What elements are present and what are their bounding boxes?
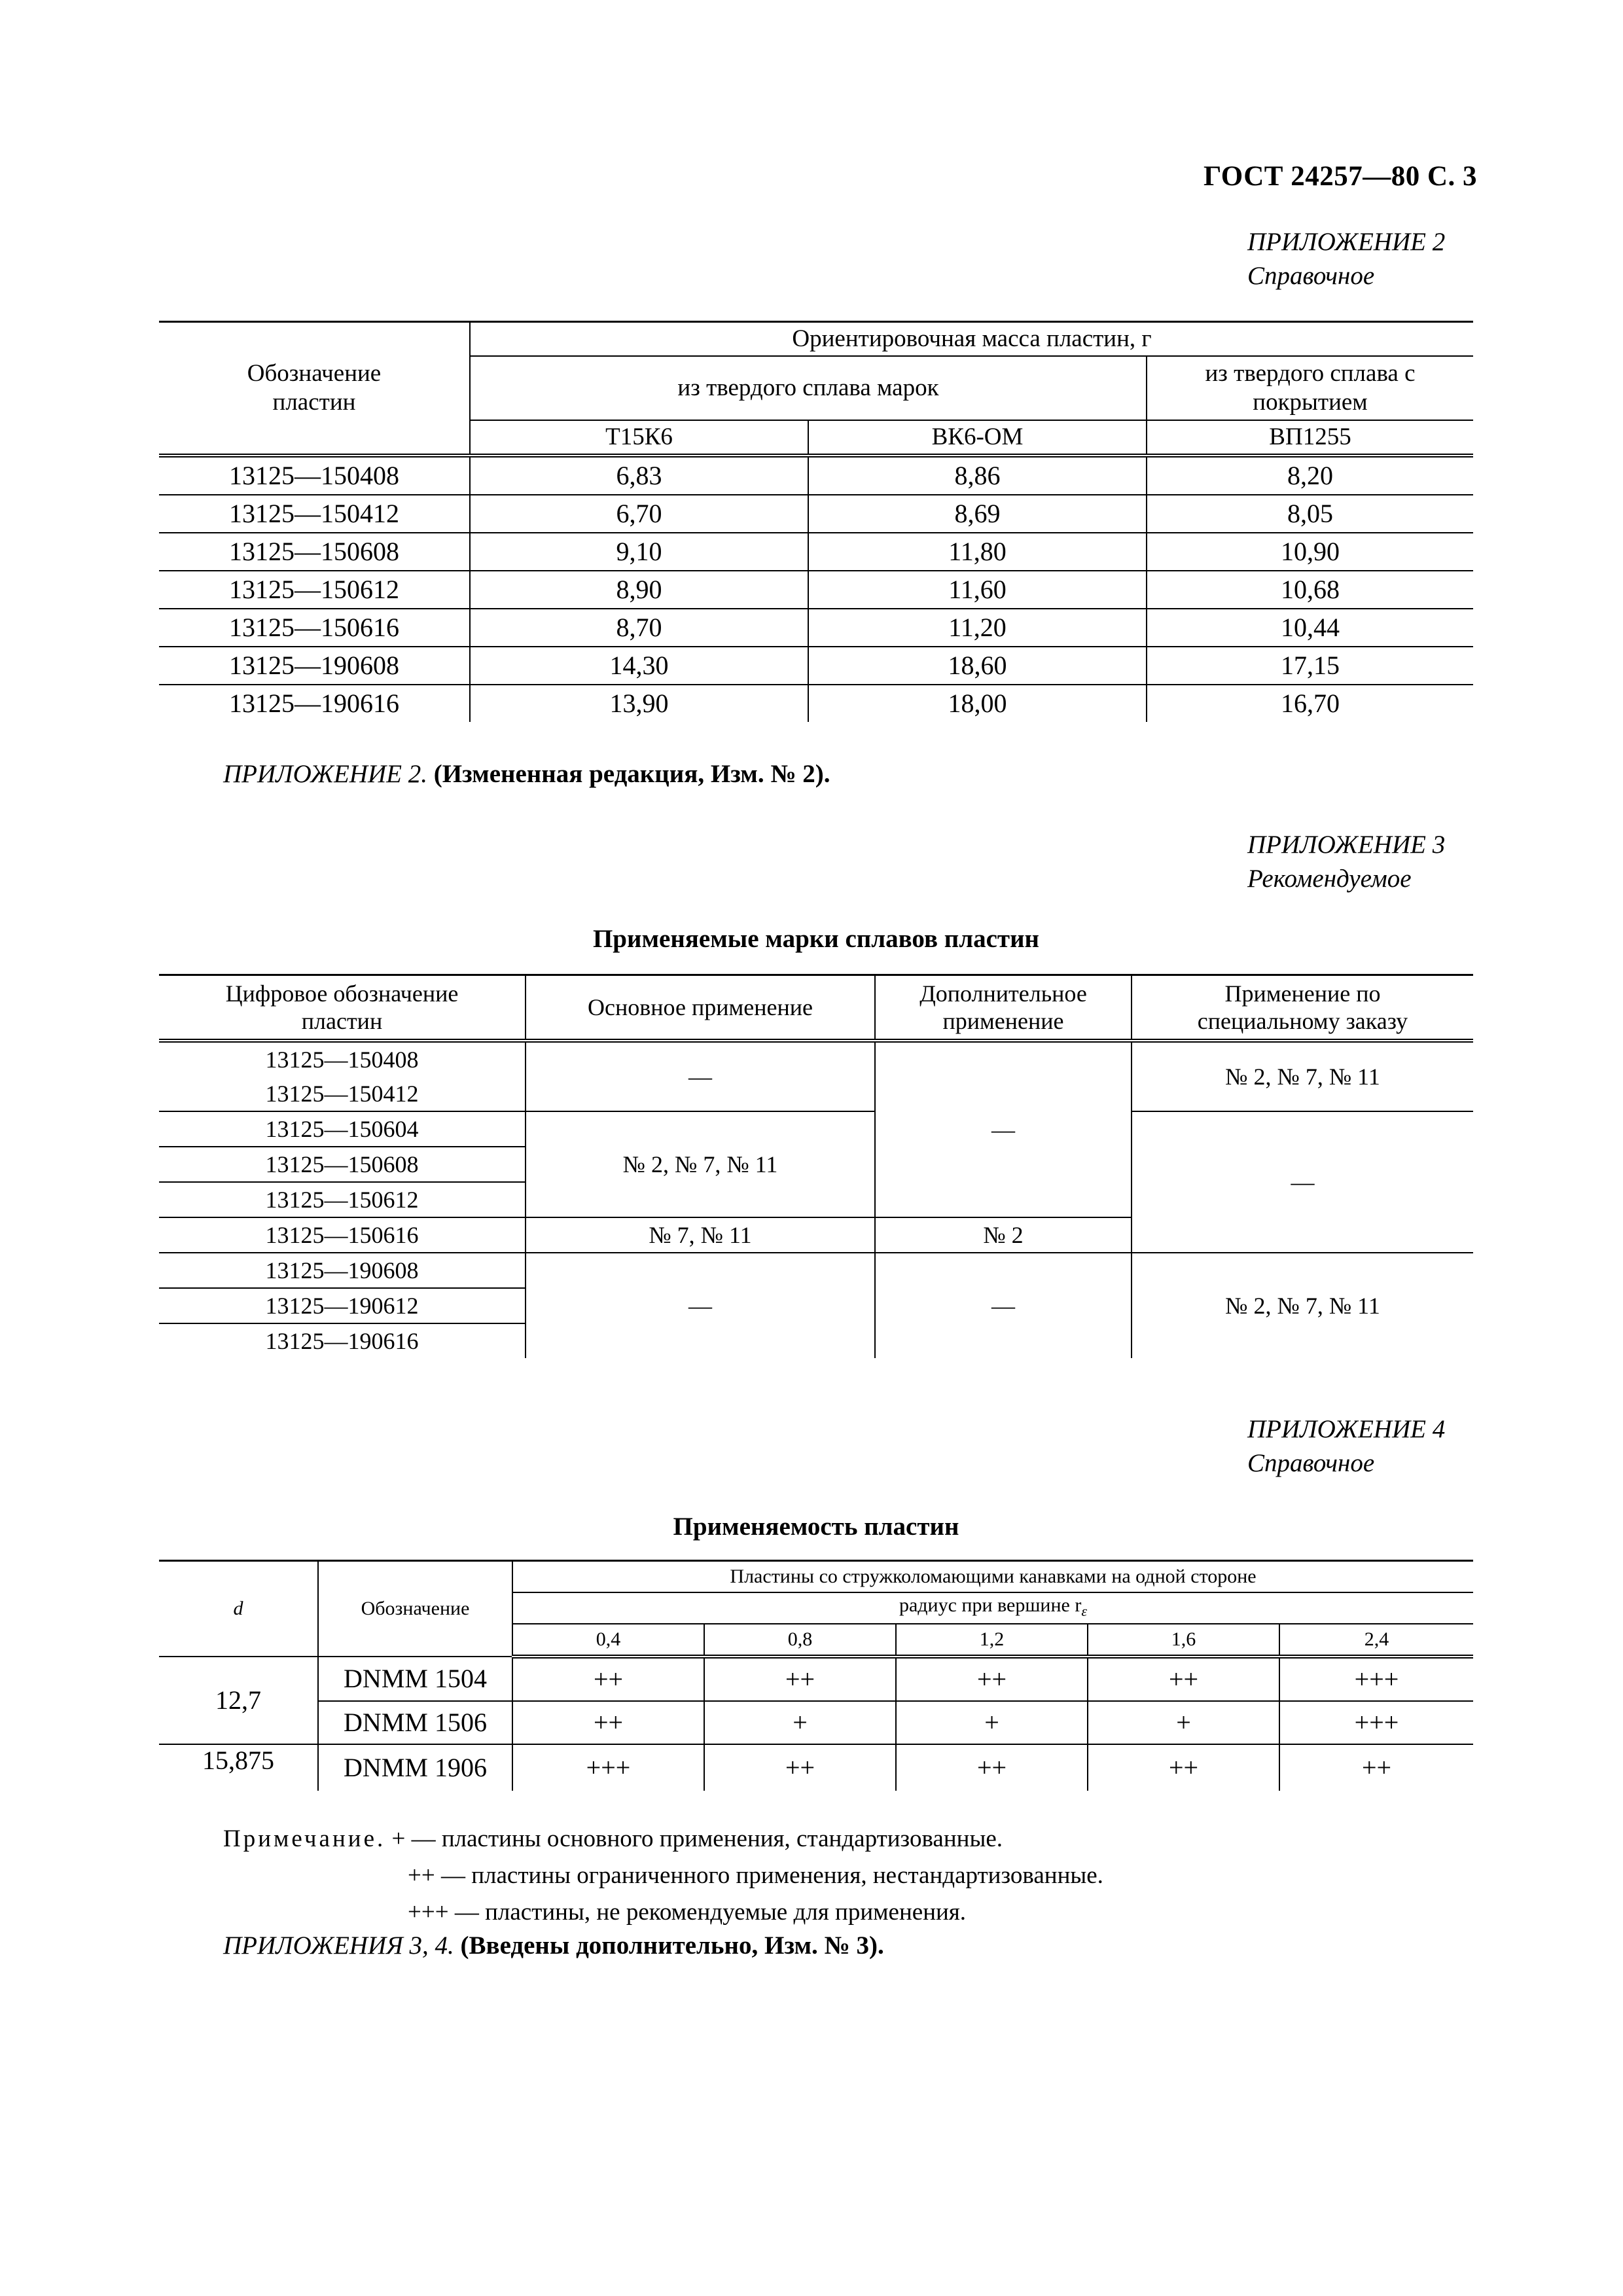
- code-cell: 13125—150616: [159, 1217, 526, 1253]
- appendix3-label-block: [1247, 828, 1445, 896]
- table-cell: +: [704, 1701, 896, 1744]
- special-cell: № 2, № 7, № 11: [1132, 1041, 1473, 1111]
- col-hard-alloy-header: из твердого сплава марок: [470, 356, 1147, 420]
- table-cell: 11,80: [808, 533, 1147, 571]
- table-cell: 18,00: [808, 685, 1147, 722]
- appendix3-title: Применяемые марки сплавов пластин: [592, 925, 1040, 953]
- code-cell: 13125—150412: [159, 1077, 526, 1111]
- table-cell: ++: [704, 1657, 896, 1701]
- main-cell: № 7, № 11: [526, 1217, 875, 1253]
- table-cell: 13125—150408: [159, 456, 470, 495]
- appendix2-type: Справочное: [1247, 262, 1375, 290]
- appendix4-title: Применяемость пластин: [673, 1513, 959, 1541]
- code-cell: 13125—190616: [159, 1323, 526, 1358]
- table-cell: 8,90: [470, 571, 808, 609]
- appendix4-label-block: [1247, 1412, 1445, 1480]
- appendix4-type: Справочное: [1247, 1449, 1375, 1477]
- table-cell: 13125—150412: [159, 495, 470, 533]
- appendix4-note: [223, 1821, 1467, 1931]
- appendix2-label-block: [1247, 225, 1445, 293]
- table-cell: 18,60: [808, 647, 1147, 685]
- radius-header: 2,4: [1279, 1624, 1473, 1657]
- additional-cell: —: [875, 1253, 1132, 1358]
- code-cell: 13125—150612: [159, 1182, 526, 1217]
- grade-header: ВП1255: [1147, 420, 1473, 456]
- appendix3-type: Рекомендуемое: [1247, 865, 1412, 893]
- radius-header: 0,8: [704, 1624, 896, 1657]
- col-coated-header: из твердого сплава с покрытием: [1147, 356, 1473, 420]
- appendix2-label: ПРИЛОЖЕНИЕ 2: [1247, 228, 1446, 256]
- table-cell: 14,30: [470, 647, 808, 685]
- col-mass-header: Ориентировочная масса пластин, г: [470, 322, 1473, 357]
- appendix34-note-prefix: ПРИЛОЖЕНИЯ 3, 4.: [223, 1931, 454, 1960]
- code-cell: 13125—190612: [159, 1288, 526, 1323]
- table-cell: 11,60: [808, 571, 1147, 609]
- col-designation-header: Обозначение пластин: [159, 322, 470, 456]
- additional-cell: —: [875, 1041, 1132, 1217]
- table-cell: 13125—150608: [159, 533, 470, 571]
- table-cell: 8,20: [1147, 456, 1473, 495]
- designation-cell: DNMM 1504: [318, 1657, 512, 1701]
- mass-table: [159, 321, 1473, 722]
- grade-header: Т15К6: [470, 420, 808, 456]
- note-line: ++ — пластины ограниченного применения, нестандартизованные.: [408, 1862, 1103, 1889]
- table-cell: +++: [512, 1744, 704, 1791]
- table-cell: ++: [896, 1657, 1088, 1701]
- code-cell: 13125—150608: [159, 1147, 526, 1182]
- appendix2-change-note: [223, 759, 830, 789]
- table-row: [159, 1744, 1473, 1791]
- table-cell: 13125—190616: [159, 685, 470, 722]
- table-row: [159, 533, 1473, 571]
- appendix34-note-text: (Введены дополнительно, Изм. № 3).: [460, 1931, 884, 1960]
- code-cell: 13125—190608: [159, 1253, 526, 1288]
- appendix3-label: ПРИЛОЖЕНИЕ 3: [1247, 831, 1446, 859]
- table-row: [159, 1657, 1473, 1701]
- table-cell: 13125—150612: [159, 571, 470, 609]
- table-cell: ++: [1088, 1657, 1279, 1701]
- d-cell: 12,7: [159, 1657, 318, 1744]
- grade-header: ВК6-ОМ: [808, 420, 1147, 456]
- page-header: ГОСТ 24257—80 С. 3: [1203, 161, 1477, 192]
- table-cell: 13,90: [470, 685, 808, 722]
- table-cell: 8,70: [470, 609, 808, 647]
- additional-cell: № 2: [875, 1217, 1132, 1253]
- table-cell: 17,15: [1147, 647, 1473, 685]
- code-cell: 13125—150408: [159, 1041, 526, 1077]
- table-cell: 13125—150616: [159, 609, 470, 647]
- table-cell: 8,69: [808, 495, 1147, 533]
- table-cell: ++: [512, 1657, 704, 1701]
- note-label: Примечание.: [223, 1825, 386, 1852]
- table-cell: 6,83: [470, 456, 808, 495]
- table-cell: 11,20: [808, 609, 1147, 647]
- appendix34-change-note: [223, 1931, 884, 1960]
- table-cell: ++: [1279, 1744, 1473, 1791]
- col-code-header: Цифровое обозначение пластин: [159, 975, 526, 1041]
- d-cell: 15,875: [159, 1744, 318, 1791]
- table-row: [159, 1701, 1473, 1744]
- table-cell: ++: [896, 1744, 1088, 1791]
- radius-header: 1,6: [1088, 1624, 1279, 1657]
- table-cell: +: [1088, 1701, 1279, 1744]
- designation-cell: DNMM 1906: [318, 1744, 512, 1791]
- radius-header: 1,2: [896, 1624, 1088, 1657]
- note-line: +++ — пластины, не рекомендуемые для применения.: [408, 1899, 967, 1926]
- table-cell: 10,68: [1147, 571, 1473, 609]
- col-d-header: d: [159, 1561, 318, 1657]
- table-cell: ++: [704, 1744, 896, 1791]
- special-cell: № 2, № 7, № 11: [1132, 1253, 1473, 1358]
- appendix4-label: ПРИЛОЖЕНИЕ 4: [1247, 1415, 1446, 1443]
- table-cell: +++: [1279, 1701, 1473, 1744]
- table-row: [159, 647, 1473, 685]
- col-special-header: Применение по специальному заказу: [1132, 975, 1473, 1041]
- table-row: [159, 456, 1473, 495]
- table-row: [159, 685, 1473, 722]
- table-cell: 8,86: [808, 456, 1147, 495]
- table-cell: 9,10: [470, 533, 808, 571]
- table-row: [159, 571, 1473, 609]
- table-cell: +: [896, 1701, 1088, 1744]
- table-cell: 13125—190608: [159, 647, 470, 685]
- radius-label: радиус при вершине r: [899, 1594, 1082, 1616]
- appendix2-note-prefix: ПРИЛОЖЕНИЕ 2.: [223, 760, 427, 788]
- appendix2-note-text: (Измененная редакция, Изм. № 2).: [433, 760, 830, 788]
- table-row: [159, 495, 1473, 533]
- main-cell: № 2, № 7, № 11: [526, 1111, 875, 1217]
- special-cell: —: [1132, 1111, 1473, 1253]
- table-cell: 10,90: [1147, 533, 1473, 571]
- applicability-table: [159, 1560, 1473, 1791]
- code-cell: 13125—150604: [159, 1111, 526, 1147]
- col-designation-header: Обозначение: [318, 1561, 512, 1657]
- main-cell: —: [526, 1253, 875, 1358]
- main-cell: —: [526, 1041, 875, 1111]
- table-cell: ++: [1088, 1744, 1279, 1791]
- designation-cell: DNMM 1506: [318, 1701, 512, 1744]
- table-cell: +++: [1279, 1657, 1473, 1701]
- table-row: [159, 609, 1473, 647]
- note-line: + — пластины основного применения, стандартизованные.: [391, 1825, 1003, 1852]
- table-cell: 6,70: [470, 495, 808, 533]
- radius-header: 0,4: [512, 1624, 704, 1657]
- table-cell: 8,05: [1147, 495, 1473, 533]
- radius-subscript: ε: [1081, 1602, 1088, 1619]
- table-cell: 16,70: [1147, 685, 1473, 722]
- col-radius-header: [512, 1592, 1473, 1624]
- col-group-header: Пластины со стружколомающими канавками на одной стороне: [512, 1561, 1473, 1593]
- col-additional-header: Дополнительное применение: [875, 975, 1132, 1041]
- table-cell: 10,44: [1147, 609, 1473, 647]
- alloy-grades-table: [159, 974, 1473, 1358]
- col-main-header: Основное применение: [526, 975, 875, 1041]
- table-cell: ++: [512, 1701, 704, 1744]
